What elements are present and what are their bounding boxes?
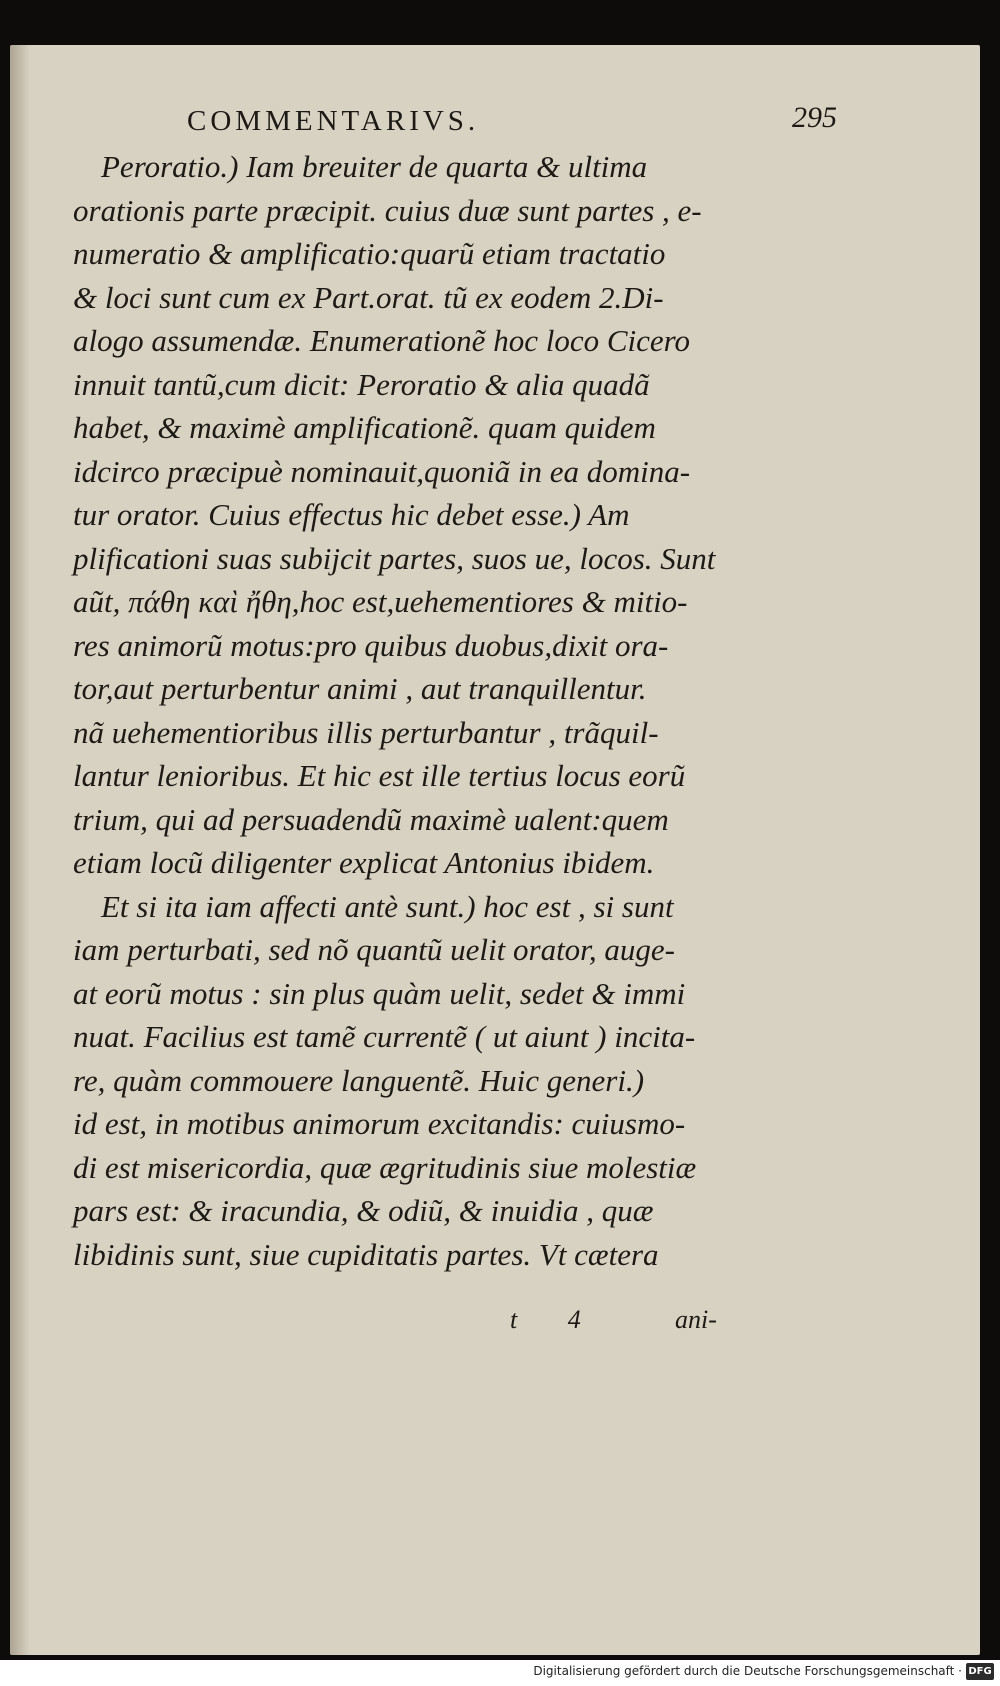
text-line: aũt, πάθη καὶ ἤθη,hoc est,uehementiores & mitio-	[73, 584, 688, 619]
text-line: Et si ita iam affecti antè sunt.) hoc est , si sunt	[101, 888, 674, 924]
text-line: trium, qui ad persuadendũ maximè ualent:quem	[73, 801, 669, 837]
digitization-credit: Digitalisierung gefördert durch die Deutsche Forschungsgemeinschaft ·	[533, 1664, 962, 1678]
text-line: Peroratio.) Iam breuiter de quarta & ultima	[101, 149, 648, 184]
text-line: etiam locũ diligenter explicat Antonius ibidem.	[73, 845, 655, 880]
text-line: tor,aut perturbentur animi , aut tranquillentur.	[73, 671, 647, 706]
dfg-logo-icon: DFG	[966, 1663, 994, 1680]
credit-bar	[0, 1660, 1000, 1686]
text-line: at eorũ motus : sin plus quàm uelit, sedet & immi	[73, 975, 686, 1011]
text-line: nã uehementioribus illis perturbantur , trãquil-	[73, 714, 659, 750]
text-line: libidinis sunt, siue cupiditatis partes. Vt cætera	[73, 1236, 659, 1272]
text-line: nuat. Facilius est tamẽ currentẽ ( ut aiunt ) incita-	[73, 1019, 696, 1054]
text-line: re, quàm commouere languentẽ. Huic generi.)	[73, 1062, 645, 1098]
page-header	[187, 101, 837, 145]
text-line: iam perturbati, sed nõ quantũ uelit orator, auge-	[73, 932, 675, 967]
text-line: habet, & maximè amplificationẽ. quam quidem	[73, 410, 656, 445]
body-text	[73, 145, 733, 1276]
text-line: res animorũ motus:pro quibus duobus,dixit ora-	[73, 627, 669, 663]
text-line: idcirco præcipuè nominauit,quoniã in ea domina-	[73, 453, 691, 489]
text-line: numeratio & amplificatio:quarũ etiam tractatio	[73, 236, 666, 271]
text-line: alogo assumendæ. Enumerationẽ hoc loco Cicero	[73, 323, 691, 358]
text-line: di est misericordia, quæ ægritudinis siue molestiæ	[73, 1149, 697, 1185]
text-line: innuit tantũ,cum dicit: Peroratio & alia quadã	[73, 366, 650, 402]
text-line: plificationi suas subijcit partes, suos ue, locos. Sunt	[73, 540, 716, 576]
text-line: id est, in motibus animorum excitandis: cuiusmo-	[73, 1106, 686, 1141]
running-head: COMMENTARIVS.	[187, 105, 480, 137]
text-line: orationis parte præcipit. cuius duæ sunt partes , e-	[73, 192, 702, 228]
text-line: & loci sunt cum ex Part.orat. tũ ex eodem 2.Di-	[73, 279, 664, 315]
text-line: lantur lenioribus. Et hic est ille tertius locus eorũ	[73, 758, 686, 793]
page-number: 295	[792, 101, 837, 134]
text-line: tur orator. Cuius effectus hic debet esse.) Am	[73, 497, 630, 532]
catchword: ani-	[675, 1305, 717, 1334]
gutter-shadow	[10, 45, 30, 1655]
signature-mark: t 4	[510, 1305, 603, 1334]
page-footer	[430, 1305, 730, 1345]
text-line: pars est: & iracundia, & odiũ, & inuidia , quæ	[73, 1193, 654, 1228]
